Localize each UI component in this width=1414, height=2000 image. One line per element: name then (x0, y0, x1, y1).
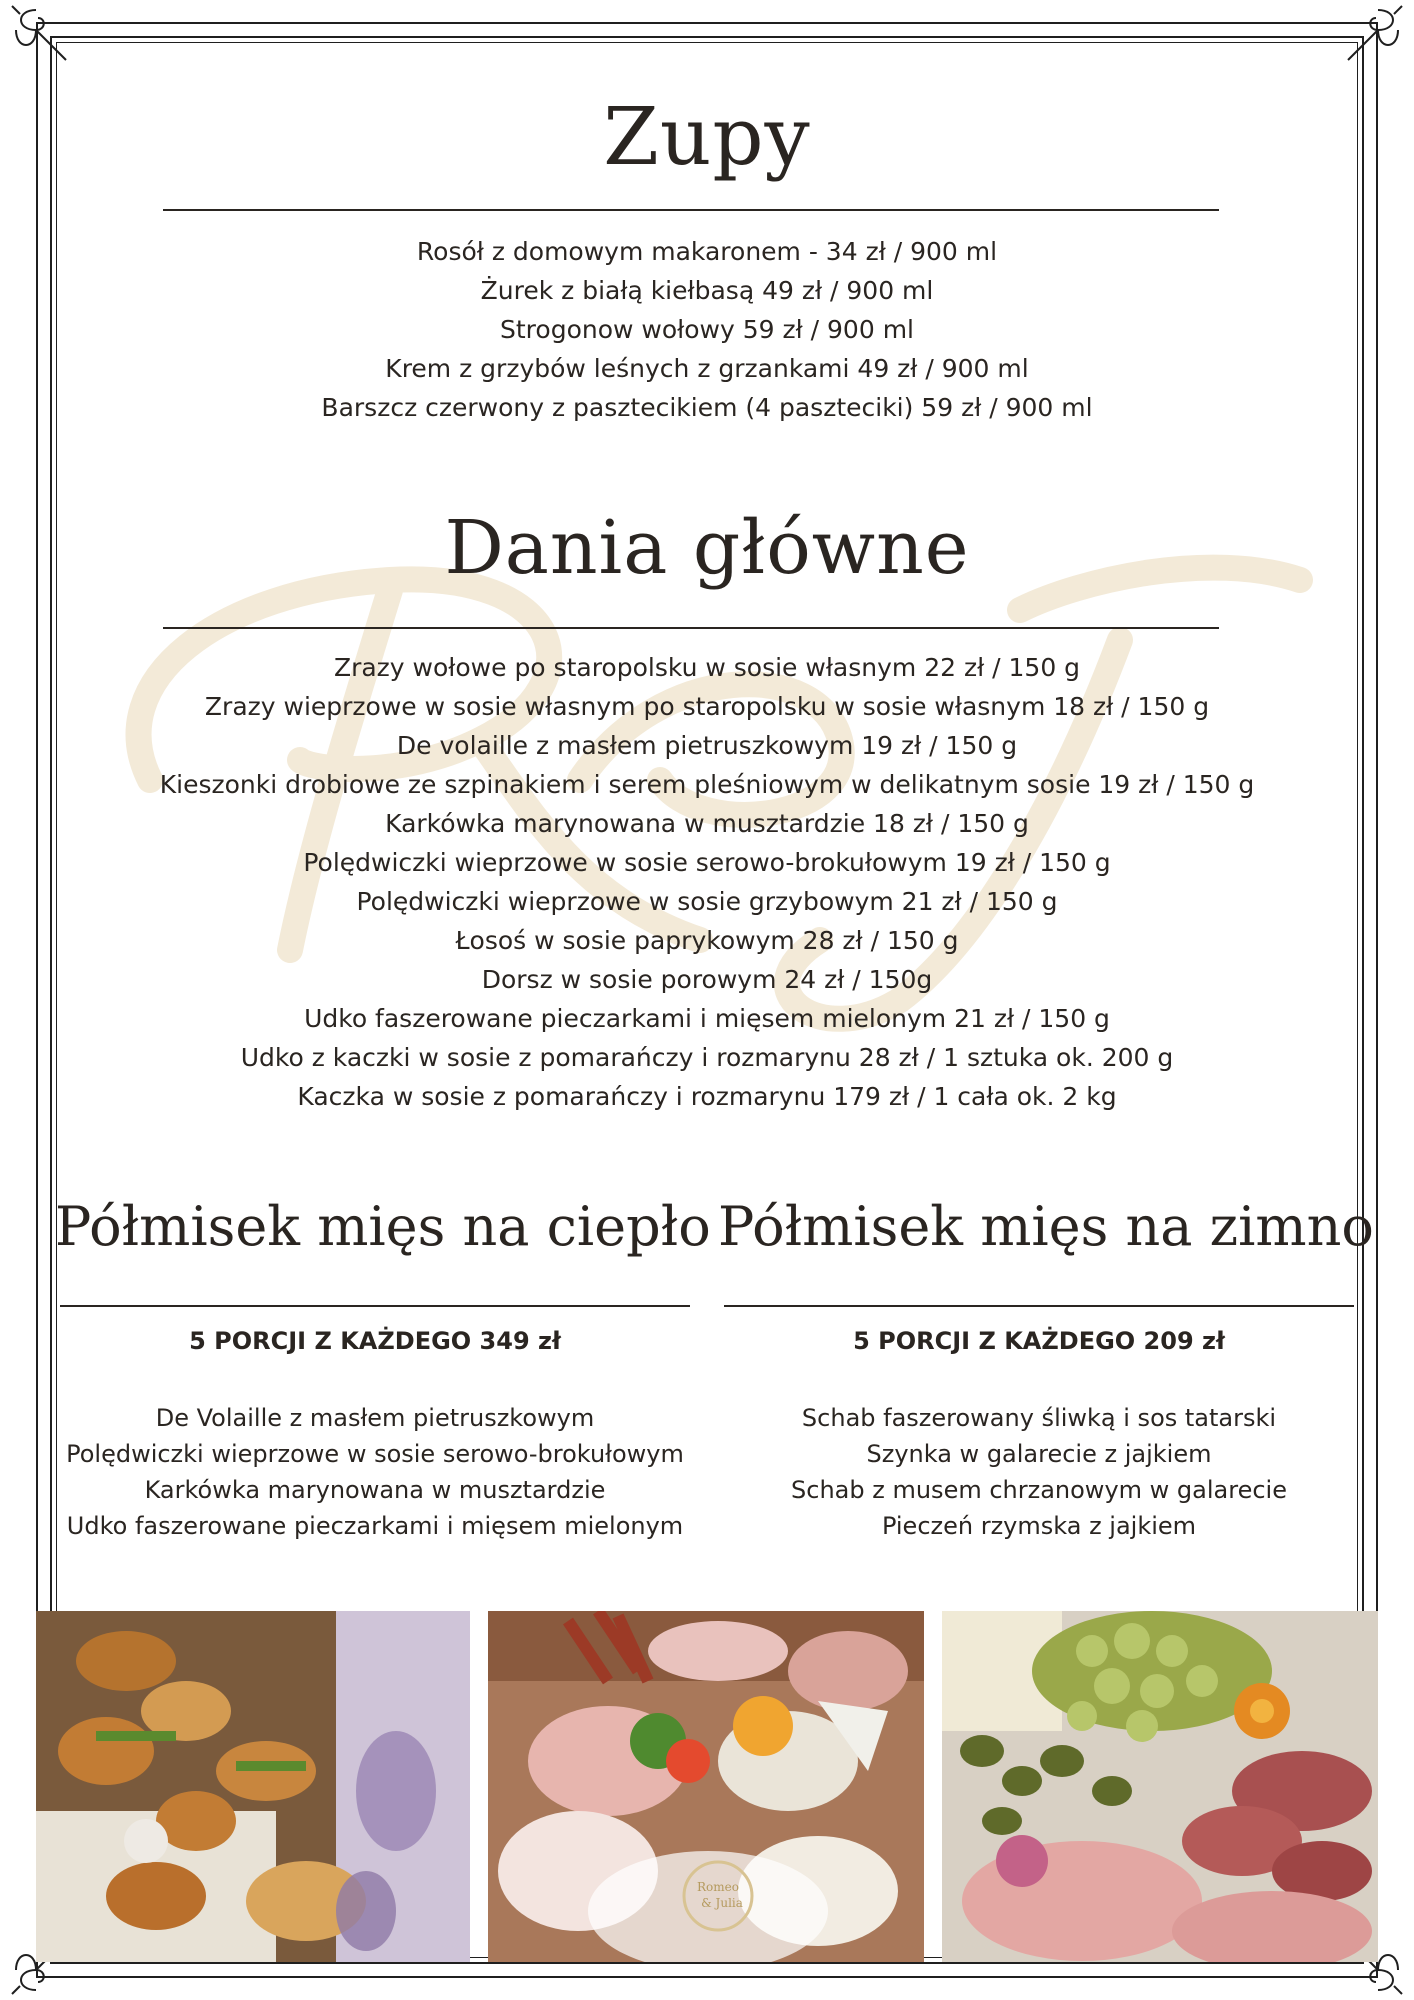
list-item: Udko faszerowane pieczarkami i mięsem mielonym 21 zł / 150 g (304, 1004, 1110, 1033)
list-item: Zrazy wieprzowe w sosie własnym po staropolsku w sosie własnym 18 zł / 150 g (204, 692, 1210, 721)
divider (724, 1305, 1354, 1307)
list-item: Karkówka marynowana w musztardzie 18 zł / 150 g (385, 809, 1029, 838)
list-item: Schab z musem chrzanowym w galarecie (791, 1476, 1287, 1504)
soups-heading: Zupy (603, 90, 811, 183)
list-item: Kaczka w sosie z pomarańczy i rozmarynu 179 zł / 1 cała ok. 2 kg (297, 1082, 1117, 1111)
list-item: Barszcz czerwony z pasztecikiem (4 paszteciki) 59 zł / 900 ml (321, 393, 1093, 422)
burgers-croissants-photo (36, 1611, 470, 1962)
logo-text: Romeo (697, 1880, 739, 1894)
soups-list (60, 232, 1354, 427)
grapes-sausage-photo (942, 1611, 1378, 1962)
list-item: De volaille z masłem pietruszkowym 19 zł / 150 g (396, 731, 1018, 760)
corner-ornament-icon (1338, 0, 1408, 70)
hot-platter-heading: Półmisek mięs na ciepło (55, 1195, 711, 1258)
cold-platter-list (724, 1400, 1354, 1544)
list-item: Zrazy wołowe po staropolsku w sosie własnym 22 zł / 150 g (333, 653, 1081, 682)
logo-text: & Julia (701, 1896, 743, 1910)
list-item: Polędwiczki wieprzowe w sosie grzybowym 21 zł / 150 g (356, 887, 1058, 916)
cold-platter-heading: Półmisek mięs na zimno (718, 1195, 1374, 1258)
list-item: Strogonow wołowy 59 zł / 900 ml (500, 315, 914, 344)
list-item: Udko faszerowane pieczarkami i mięsem mielonym (66, 1512, 684, 1540)
list-item: Polędwiczki wieprzowe w sosie serowo-brokułowym 19 zł / 150 g (303, 848, 1111, 877)
list-item: Schab faszerowany śliwką i sos tatarski (801, 1404, 1277, 1432)
divider (163, 627, 1219, 629)
cold-cuts-platter-photo (488, 1611, 924, 1962)
list-item: De Volaille z masłem pietruszkowym (155, 1404, 595, 1432)
list-item: Żurek z białą kiełbasą 49 zł / 900 ml (480, 276, 934, 305)
hot-platter-list (50, 1400, 700, 1544)
divider (163, 209, 1219, 211)
list-item: Łosoś w sosie paprykowym 28 zł / 150 g (455, 926, 959, 955)
mains-list (60, 648, 1354, 1116)
list-item: Krem z grzybów leśnych z grzankami 49 zł / 900 ml (385, 354, 1029, 383)
list-item: Rosół z domowym makaronem - 34 zł / 900 ml (416, 237, 998, 266)
mains-heading: Dania główne (444, 505, 970, 591)
list-item: Szynka w galarecie z jajkiem (866, 1440, 1212, 1468)
list-item: Udko z kaczki w sosie z pomarańczy i rozmarynu 28 zł / 1 sztuka ok. 200 g (240, 1043, 1174, 1072)
list-item: Dorsz w sosie porowym 24 zł / 150g (481, 965, 933, 994)
hot-platter-price: 5 PORCJI Z KAŻDEGO 349 zł (189, 1327, 561, 1355)
divider (60, 1305, 690, 1307)
corner-ornament-icon (6, 0, 76, 70)
list-item: Polędwiczki wieprzowe w sosie serowo-brokułowym (66, 1440, 684, 1468)
list-item: Pieczeń rzymska z jajkiem (881, 1512, 1197, 1540)
cold-platter-price: 5 PORCJI Z KAŻDEGO 209 zł (853, 1327, 1225, 1355)
list-item: Karkówka marynowana w musztardzie (144, 1476, 606, 1504)
list-item: Kieszonki drobiowe ze szpinakiem i serem pleśniowym w delikatnym sosie 19 zł / 150 g (159, 770, 1255, 799)
